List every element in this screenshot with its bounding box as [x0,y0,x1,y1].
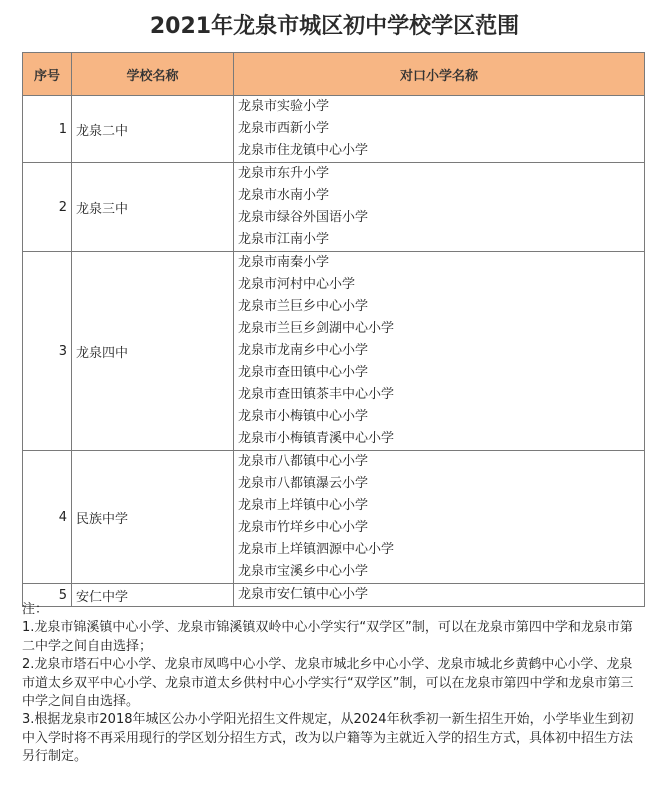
primary-school-item: 龙泉市住龙镇中心小学 [238,143,369,158]
primary-school-item: 龙泉市水南小学 [238,188,330,203]
primary-school-item: 龙泉市小梅镇中心小学 [238,409,369,424]
primary-school-item: 龙泉市宝溪乡中心小学 [238,564,369,579]
row-primary-schools [234,252,645,451]
primary-school-item: 龙泉市上垟镇泗源中心小学 [238,542,395,557]
header-seq: 序号 [23,53,72,96]
row-seq: 5 [23,584,72,607]
primary-school-item: 龙泉市兰巨乡中心小学 [238,299,369,314]
primary-school-item: 龙泉市龙南乡中心小学 [238,343,369,358]
primary-school-item: 龙泉市江南小学 [238,232,330,247]
header-primary: 对口小学名称 [234,53,645,96]
primary-school-item: 龙泉市西新小学 [238,121,330,136]
row-school: 安仁中学 [72,584,234,607]
row-school: 龙泉四中 [72,252,234,451]
table-body [23,96,645,607]
row-primary-schools [234,96,645,163]
row-primary-schools [234,163,645,252]
primary-school-item: 龙泉市河村中心小学 [238,277,356,292]
row-school: 龙泉二中 [72,96,234,163]
table-header-row [23,53,645,96]
school-district-table [22,52,645,607]
note-3: 3.根据龙泉市2018年城区公办小学阳光招生文件规定，从2024年秋季初一新生招生开始，小学毕业生到初中入学时将不再采用现行的学区划分招生方式，改为以户籍等为主就近入学的招生方式，具体初中招生方法另行制定。 [22,712,634,765]
primary-school-item: 龙泉市竹垟乡中心小学 [238,520,369,535]
table-row [23,96,645,163]
row-primary-schools [234,451,645,584]
primary-school-item: 龙泉市兰巨乡剑湖中心小学 [238,321,395,336]
row-seq: 1 [23,96,72,163]
header-school: 学校名称 [72,53,234,96]
primary-school-item: 龙泉市八都镇中心小学 [238,454,369,469]
primary-school-item: 龙泉市上垟镇中心小学 [238,498,369,513]
note-1: 1.龙泉市锦溪镇中心小学、龙泉市锦溪镇双岭中心小学实行“双学区”制，可以在龙泉市第四中学和龙泉市第二中学之间自由选择； [22,620,633,654]
primary-school-item: 龙泉市查田镇中心小学 [238,365,369,380]
primary-school-item: 龙泉市南秦小学 [238,255,330,270]
note-2: 2.龙泉市塔石中心小学、龙泉市凤鸣中心小学、龙泉市城北乡中心小学、龙泉市城北乡黄鹤中心小学、龙泉市道太乡双平中心小学、龙泉市道太乡供村中心小学实行“双学区”制，可以在龙泉市第四中学和龙泉市第三中学之间自由选择。 [22,657,634,710]
primary-school-item: 龙泉市小梅镇青溪中心小学 [238,431,395,446]
primary-school-item: 龙泉市查田镇茶丰中心小学 [238,387,395,402]
row-seq: 4 [23,451,72,584]
primary-school-item: 龙泉市八都镇瀑云小学 [238,476,369,491]
primary-school-item: 龙泉市安仁镇中心小学 [238,587,369,602]
primary-school-item: 龙泉市绿谷外国语小学 [238,210,369,225]
row-school: 龙泉三中 [72,163,234,252]
page-title: 2021年龙泉市城区初中学校学区范围 [149,14,520,39]
row-seq: 3 [23,252,72,451]
table-row [23,451,645,584]
notes-section [22,601,644,767]
primary-school-item: 龙泉市东升小学 [238,166,330,181]
table-row [23,252,645,451]
notes-label: 注： [22,602,49,617]
row-school: 民族中学 [72,451,234,584]
row-seq: 2 [23,163,72,252]
table-row [23,163,645,252]
primary-school-item: 龙泉市实验小学 [238,99,330,114]
